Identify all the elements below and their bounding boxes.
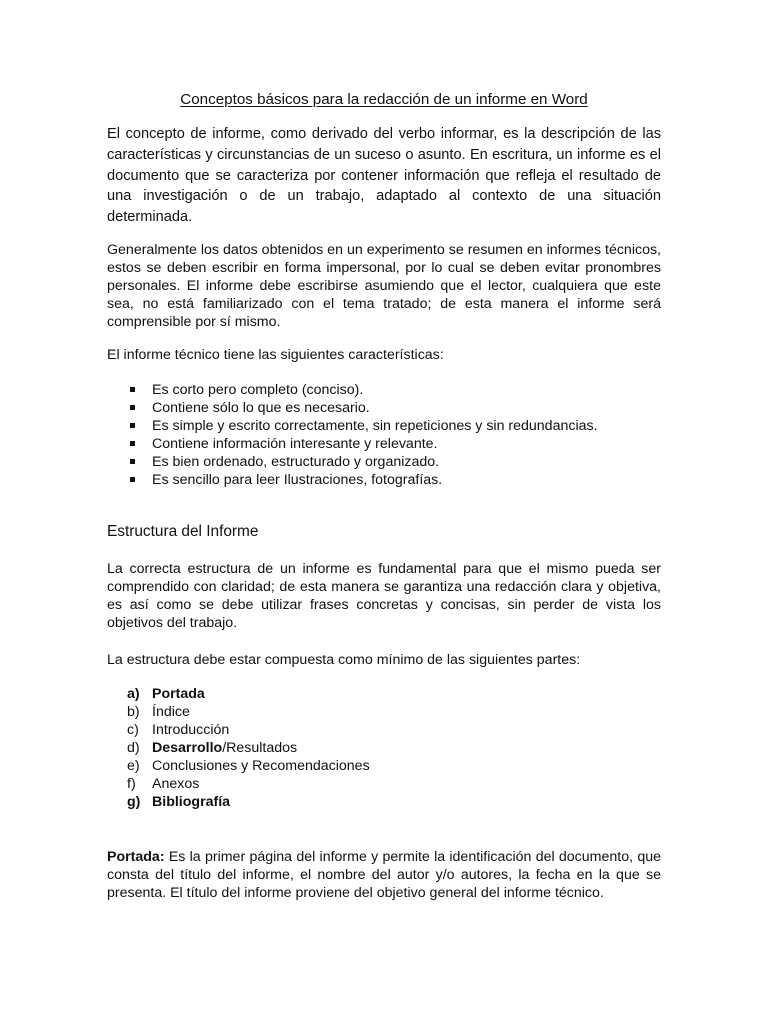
list-item: Contiene información interesante y relevante. [107, 435, 667, 453]
intro-paragraph: El concepto de informe, como derivado del verbo informar, es la descripción de las características y circunstancias de un suceso o asunto. En escritura, un informe es el documento que se caracteriza por contener información que refleja el resultado de una investigación o de un trabajo, adaptado al contexto de una situación determinada. [107, 126, 661, 226]
bullet-icon [130, 387, 135, 392]
bullet-icon [130, 423, 135, 428]
parts-list [107, 685, 667, 811]
document-title: Conceptos básicos para la redacción de un informe en Word [180, 91, 588, 108]
list-item: Es corto pero completo (conciso). [107, 381, 667, 399]
bullet-icon [130, 441, 135, 446]
portada-text: Es la primer página del informe y permite la identificación del documento, que consta del título del informe, el nombre del autor y/o autores, la fecha en la que se presenta. El título del informe proviene del objetivo general del informe técnico. [107, 849, 661, 901]
list-item: b) Índice [127, 704, 190, 720]
bullet-icon [130, 405, 135, 410]
list-letter: g) [127, 794, 141, 810]
list-item: e) Conclusiones y Recomendaciones [127, 758, 370, 774]
list-letter: d) [127, 740, 140, 756]
list-letter: f) [127, 776, 136, 792]
portada-paragraph [107, 848, 661, 902]
list-letter: b) [127, 704, 140, 720]
list-letter: c) [127, 722, 139, 738]
structure-heading: Estructura del Informe [107, 523, 259, 540]
second-paragraph: Generalmente los datos obtenidos en un experimento se resumen en informes técnicos, estos se deben escribir en forma impersonal, por lo cual se deben evitar pronombres personales. El informe debe escribirse asumiendo que el lector, cualquiera que este sea, no está familiarizado con el tema tratado; de esta manera el informe será comprensible por sí mismo. [107, 242, 661, 330]
list-item: Es sencillo para leer Ilustraciones, fotografías. [107, 471, 667, 489]
list-item: Es simple y escrito correctamente, sin repeticiones y sin redundancias. [107, 417, 667, 435]
portada-label: Portada: [107, 849, 165, 865]
list-letter: e) [127, 758, 140, 774]
list-letter: a) [127, 686, 140, 702]
characteristics-list [107, 381, 667, 489]
characteristics-intro: El informe técnico tiene las siguientes características: [107, 347, 444, 363]
list-item: Es bien ordenado, estructurado y organizado. [107, 453, 667, 471]
structure-paragraph: La correcta estructura de un informe es fundamental para que el mismo pueda ser comprendido con claridad; de esta manera se garantiza una redacción clara y objetiva, es así como se debe utilizar frases concretas y concisas, sin perder de vista los objetivos del trabajo. [107, 561, 661, 631]
list-item: d) Desarrollo/Resultados [127, 740, 298, 756]
list-item: a) Portada [127, 686, 205, 702]
list-item: Contiene sólo lo que es necesario. [107, 399, 667, 417]
bullet-icon [130, 477, 135, 482]
list-item: g) Bibliografía [127, 794, 231, 810]
parts-intro: La estructura debe estar compuesta como mínimo de las siguientes partes: [107, 652, 581, 668]
bullet-icon [130, 459, 135, 464]
list-item: f) Anexos [127, 776, 200, 792]
list-item: c) Introducción [127, 722, 230, 738]
